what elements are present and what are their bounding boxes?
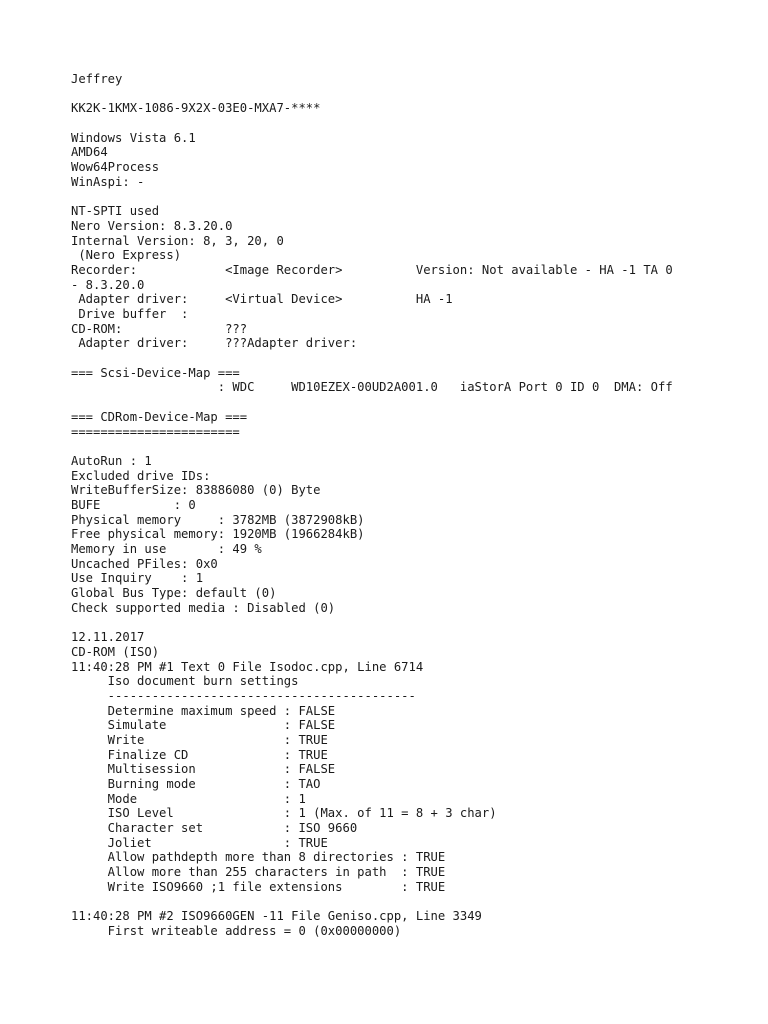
- log-line: Write : TRUE: [71, 732, 328, 747]
- log-line: Nero Version: 8.3.20.0: [71, 218, 233, 233]
- blank-line: [71, 351, 673, 366]
- log-line: Windows Vista 6.1: [71, 130, 196, 145]
- log-line: Global Bus Type: default (0): [71, 586, 277, 601]
- blank-line: [71, 615, 673, 630]
- log-line: Jeffrey: [71, 72, 123, 86]
- log-line: (Nero Express): [71, 248, 182, 263]
- log-line: Joliet : TRUE: [71, 835, 328, 850]
- log-line: Allow pathdepth more than 8 directories : TRUE: [71, 850, 446, 865]
- blank-line: [71, 87, 673, 102]
- log-line: First writeable address = 0 (0x00000000): [71, 923, 402, 938]
- log-line: 11:40:28 PM #2 ISO9660GEN -11 File Geniso.cpp, Line 3349: [71, 909, 482, 924]
- log-line: ISO Level : 1 (Max. of 11 = 8 + 3 char): [71, 806, 497, 821]
- blank-line: [71, 116, 673, 131]
- log-line: Use Inquiry : 1: [71, 571, 204, 586]
- log-line: AutoRun : 1: [71, 453, 152, 468]
- log-line: KK2K-1KMX-1086-9X2X-03E0-MXA7-****: [71, 101, 321, 116]
- blank-line: [71, 395, 673, 410]
- log-line: Free physical memory: 1920MB (1966284kB): [71, 527, 365, 542]
- log-line: ------------------------------------------: [71, 688, 416, 703]
- blank-line: [71, 439, 673, 454]
- log-line: Simulate : FALSE: [71, 718, 336, 733]
- log-line: Iso document burn settings: [71, 674, 299, 689]
- log-line: Internal Version: 8, 3, 20, 0: [71, 233, 284, 248]
- log-line: BUFE : 0: [71, 497, 196, 512]
- log-line: Adapter driver: <Virtual Device> HA -1: [71, 292, 453, 307]
- blank-line: [71, 895, 673, 910]
- log-line: =======================: [71, 424, 240, 439]
- log-line: 11:40:28 PM #1 Text 0 File Isodoc.cpp, Line 6714: [71, 659, 424, 674]
- log-line: Character set : ISO 9660: [71, 821, 358, 836]
- log-line: CD-ROM: ???: [71, 321, 248, 336]
- log-line: Memory in use : 49 %: [71, 542, 262, 556]
- log-line: Finalize CD : TRUE: [71, 747, 328, 762]
- log-line: Drive buffer :: [71, 307, 189, 321]
- log-line: 12.11.2017: [71, 630, 145, 645]
- blank-line: [71, 190, 673, 205]
- log-line: Physical memory : 3782MB (3872908kB): [71, 512, 365, 527]
- log-line: WinAspi: -: [71, 174, 145, 189]
- log-line: Uncached PFiles: 0x0: [71, 556, 218, 571]
- log-line: Recorder: <Image Recorder> Version: Not available - HA -1 TA 0: [71, 262, 673, 277]
- log-line: Burning mode : TAO: [71, 777, 321, 791]
- log-line: CD-ROM (ISO): [71, 644, 160, 659]
- log-line: Excluded drive IDs:: [71, 468, 211, 483]
- log-line: Write ISO9660 ;1 file extensions : TRUE: [71, 879, 446, 894]
- log-line: Determine maximum speed : FALSE: [71, 703, 336, 718]
- log-line: Adapter driver: ???Adapter driver:: [71, 336, 358, 351]
- log-line: Wow64Process: [71, 160, 160, 175]
- log-line: Multisession : FALSE: [71, 762, 336, 777]
- log-line: AMD64: [71, 145, 108, 160]
- log-line: Allow more than 255 characters in path : TRUE: [71, 865, 446, 880]
- log-line: === CDRom-Device-Map ===: [71, 409, 248, 424]
- log-line: WriteBufferSize: 83886080 (0) Byte: [71, 483, 321, 498]
- log-text: [71, 72, 673, 939]
- log-line: Check supported media : Disabled (0): [71, 600, 336, 615]
- log-line: === Scsi-Device-Map ===: [71, 365, 240, 380]
- log-line: - 8.3.20.0: [71, 277, 145, 292]
- log-line: : WDC WD10EZEX-00UD2A001.0 iaStorA Port 0 ID 0 DMA: Off: [71, 380, 673, 395]
- log-line: Mode : 1: [71, 791, 306, 806]
- log-line: NT-SPTI used: [71, 204, 160, 219]
